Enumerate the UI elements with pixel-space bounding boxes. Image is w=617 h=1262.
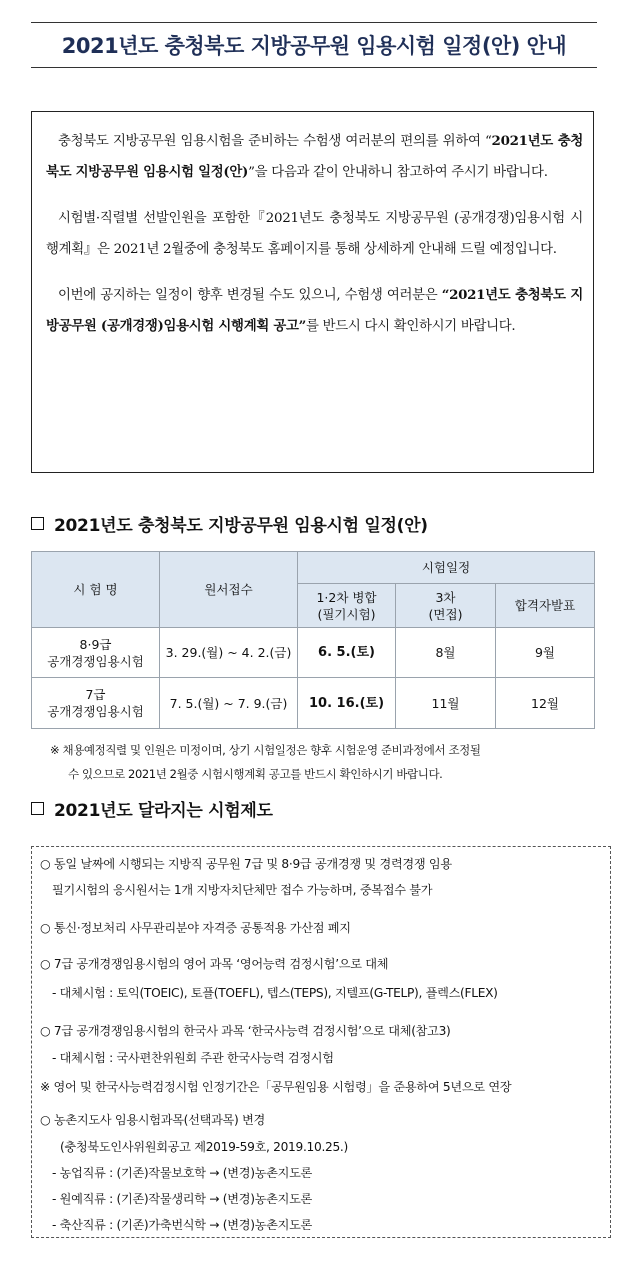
- cell-interview: 8월: [396, 628, 496, 678]
- intro-box: [31, 111, 594, 473]
- change-note: ※ 영어 및 한국사능력검정시험 인정기간은「공무원임용 시험령」을 준용하여 5년으로 연장: [40, 1080, 512, 1094]
- cell-interview: 11월: [396, 678, 496, 729]
- header-schedule: 시험일정: [298, 552, 595, 584]
- intro-paragraph-3: [46, 280, 583, 342]
- header-interview-line1: 3차: [435, 589, 456, 605]
- change-reference: (충청북도인사위원회공고 제2019-59호, 2019.10.25.): [60, 1140, 348, 1154]
- intro-p1-text-end: ”을 다음과 같이 안내하니 참고하여 주시기 바랍니다.: [248, 165, 548, 180]
- cell-receipt: 7. 5.(월) ~ 7. 9.(금): [160, 678, 298, 729]
- cell-written: 6. 5.(토): [298, 628, 396, 678]
- square-bullet-icon: [31, 802, 44, 815]
- header-interview-line2: (면접): [428, 606, 463, 622]
- table-row: [32, 628, 595, 678]
- header-written-line2: (필기시험): [317, 606, 376, 622]
- section-heading-changes: [31, 796, 273, 821]
- schedule-table: [31, 551, 595, 729]
- change-subitem: - 대체시험 : 토익(TOEIC), 토플(TOEFL), 텝스(TEPS), 지텔프(G-TELP), 플렉스(FLEX): [52, 986, 498, 1000]
- header-result: 합격자발표: [496, 584, 595, 628]
- section-heading-text: 2021년도 달라지는 시험제도: [54, 801, 273, 821]
- intro-p3-bold: “2021년도 충청북도 지방공무원 (공개경쟁)임용시험 시행계획 공고”: [46, 287, 583, 334]
- table-row: [32, 678, 595, 729]
- change-subitem: - 원예직류 : (기존)작물생리학 → (변경)농촌지도론: [52, 1192, 313, 1206]
- cell-receipt: 3. 29.(월) ~ 4. 2.(금): [160, 628, 298, 678]
- cell-result: 9월: [496, 628, 595, 678]
- change-item: ○ 7급 공개경쟁임용시험의 한국사 과목 ‘한국사능력 검정시험’으로 대체(참고3): [40, 1024, 451, 1038]
- intro-p1-text: 충청북도 지방공무원 임용시험을 준비하는 수험생 여러분의 편의를 위하여 “: [58, 134, 492, 149]
- cell-written: 10. 16.(토): [298, 678, 396, 729]
- intro-paragraph-1: [46, 126, 583, 188]
- header-written: [298, 584, 396, 628]
- section-heading-schedule: [31, 511, 428, 536]
- change-item: ○ 동일 날짜에 시행되는 지방직 공무원 7급 및 8·9급 공개경쟁 및 경력경쟁 임용: [40, 857, 452, 871]
- change-item: ○ 7급 공개경쟁임용시험의 영어 과목 ‘영어능력 검정시험’으로 대체: [40, 957, 389, 971]
- cell-exam-line1: 8·9급: [79, 636, 112, 652]
- cell-exam: [32, 678, 160, 729]
- intro-p1-bold: 2021년도 충청북도 지방공무원 임용시험 일정(안): [46, 133, 583, 180]
- changes-box: [31, 846, 611, 1238]
- change-subitem: - 축산직류 : (기존)가축번식학 → (변경)농촌지도론: [52, 1218, 313, 1232]
- cell-exam: [32, 628, 160, 678]
- header-written-line1: 1·2차 병합: [316, 589, 377, 605]
- change-item-continued: 필기시험의 응시원서는 1개 지방자치단체만 접수 가능하며, 중복접수 불가: [52, 883, 433, 897]
- cell-result: 12월: [496, 678, 595, 729]
- table-header-row: [32, 552, 595, 584]
- cell-exam-line1: 7급: [85, 687, 106, 702]
- intro-p3-text: 이번에 공지하는 일정이 향후 변경될 수도 있으니, 수험생 여러분은: [58, 288, 442, 303]
- header-exam-name: 시 험 명: [32, 552, 160, 628]
- change-subitem: - 대체시험 : 국사편찬위원회 주관 한국사능력 검정시험: [52, 1051, 334, 1065]
- header-receipt: 원서접수: [160, 552, 298, 628]
- change-item: ○ 농촌지도사 임용시험과목(선택과목) 변경: [40, 1113, 266, 1127]
- intro-paragraph-2: 시험별·직렬별 선발인원을 포함한『2021년도 충청북도 지방공무원 (공개경쟁)임용시험 시행계획』은 2021년 2월중에 충청북도 홈페이지를 통해 상세하게 안내해 드릴 예정입니다.: [46, 211, 583, 257]
- intro-p3-text-end: 를 반드시 다시 확인하시기 바랍니다.: [306, 319, 516, 334]
- note-line-1: ※ 채용예정직렬 및 인원은 미정이며, 상기 시험일정은 향후 시험운영 준비과정에서 조정될: [50, 743, 481, 757]
- change-item: ○ 통신·정보처리 사무관리분야 자격증 공통적용 가산점 폐지: [40, 921, 351, 935]
- cell-exam-line2: 공개경쟁임용시험: [47, 653, 144, 669]
- change-subitem: - 농업직류 : (기존)작물보호학 → (변경)농촌지도론: [52, 1166, 313, 1180]
- note-line-2: 수 있으므로 2021년 2월중 시험시행계획 공고를 반드시 확인하시기 바랍니다.: [68, 767, 443, 781]
- schedule-note: [50, 738, 598, 786]
- square-bullet-icon: [31, 517, 44, 530]
- section-heading-text: 2021년도 충청북도 지방공무원 임용시험 일정(안): [54, 516, 428, 536]
- page-title: 2021년도 충청북도 지방공무원 임용시험 일정(안) 안내: [31, 22, 597, 68]
- header-interview: [396, 584, 496, 628]
- cell-exam-line2: 공개경쟁임용시험: [47, 704, 144, 719]
